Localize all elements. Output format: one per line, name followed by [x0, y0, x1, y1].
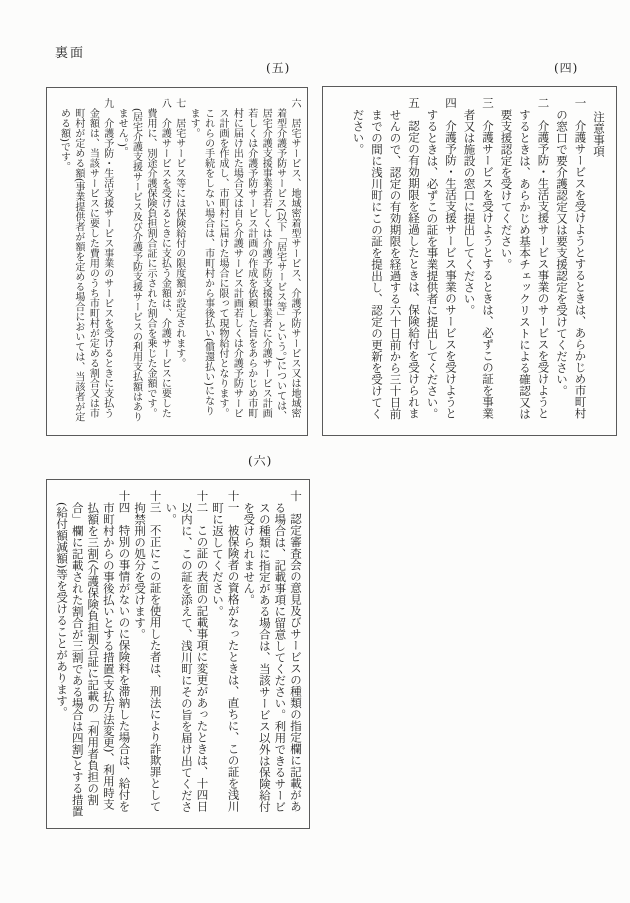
- notes-heading: 注意事項: [592, 110, 606, 157]
- notes-panel-five: [46, 87, 308, 436]
- note-item-七: 七 居宅サービス等には保険給付の限度額が設定されます。: [173, 98, 185, 368]
- note-item-十一: 十一 被保険者の資格がなったときは、直ちに、この証を浅川町に返してください。: [211, 490, 241, 812]
- notes-panel-four: [322, 86, 617, 436]
- note-item-一: 一 介護サービスを受けようとするときは、あらかじめ市町村の窓口で要介護認定又は要支援認定を受けてください。: [555, 97, 588, 419]
- note-item-九: 九 介護予防・生活支援サービス事業のサービスを受けるときに支払う金額は、当該サービスに要した費用のうち市町村が定める割合又は市町村が定める額(事業提供者が額を定める場合においては、当該者が定める額)です。: [58, 98, 113, 422]
- note-item-十三: 十三 不正にこの証を使用した者は、刑法により詐欺罪として拘禁刑の処分を受けます。: [133, 490, 163, 812]
- note-item-四: 四 介護予防・生活支援サービス事業のサービスを受けようとするときは、必ずこの証を事業提供者に提出してください。: [425, 97, 458, 419]
- note-item-二: 二 介護予防・生活支援サービス事業のサービスを受けようとするときは、あらかじめ基本チェックリストによる確認又は要支援認定を受けてください。: [499, 97, 551, 419]
- note-item-十四: 十四 特別の事情がないのに保険料を滞納した場合は、給付を市町村からの事後払いとする措置(支払方法変更)、利用時支払額を三割(介護保険負担割合証に記載の「利用者負担の割合」欄に記載された割合が三割である場合は四割)とする措置(給付額減額)等を受けることがあります。: [55, 490, 132, 817]
- note-item-六: 六 居宅サービス、地域密着型サービス、介護予防サービス又は地域密着型介護予防サービス(以下「居宅サービス等」という。)については、居宅介護支援事業者若しくは介護予防支援事業者に介護サービス計画若しくは介護予防サービス計画の作成を依頼した旨をあらかじめ市町村に届け出た場合又は自ら介護サービス計画若しくは介護予防サービス計画を作成し、市町村に届けた場合に限って現物給付となります。これらの手続をしない場合は、市町村から事後払い(償還払い)になります。: [188, 98, 300, 421]
- note-item-五: 五 認定の有効期限を経過したときは、保険給付を受けられませんので、認定の有効期限を経過する六十日前から三十日前までの間に浅川町にこの証を提出し、認定の更新を受けてください。: [351, 97, 421, 419]
- back-side-label: 裏面: [55, 46, 86, 61]
- note-item-八: 八 介護サービスを受けるときに支払う金額は、介護サービスに要した費用に、別途介護保険負担割合証に示された割合を乗じた金額です。(居宅介護支援サービス及び介護予防支援サービスの利用支払額はありません。)。: [116, 98, 171, 422]
- page-number-label-five: (五): [266, 61, 291, 75]
- note-item-三: 三 介護サービスを受けようとするときは、必ずこの証を事業者又は施設の窓口に提出してください。: [462, 97, 495, 419]
- page-number-label-four: (四): [554, 61, 579, 75]
- note-item-十二: 十二 この証の表面の記載事項に変更があったときは、十四日以内に、この証を添えて、浅川町にその旨を届け出てください。: [164, 490, 210, 812]
- page-number-label-six: (六): [248, 454, 273, 468]
- notes-panel-six: [46, 479, 310, 829]
- note-item-十: 十 認定審査会の意見及びサービスの種類の指定欄に記載がある場合は、記載事項に留意してください。利用できるサービスの種類に指定がある場合は、当該サービス以外は保険給付を受けられません。: [242, 490, 303, 812]
